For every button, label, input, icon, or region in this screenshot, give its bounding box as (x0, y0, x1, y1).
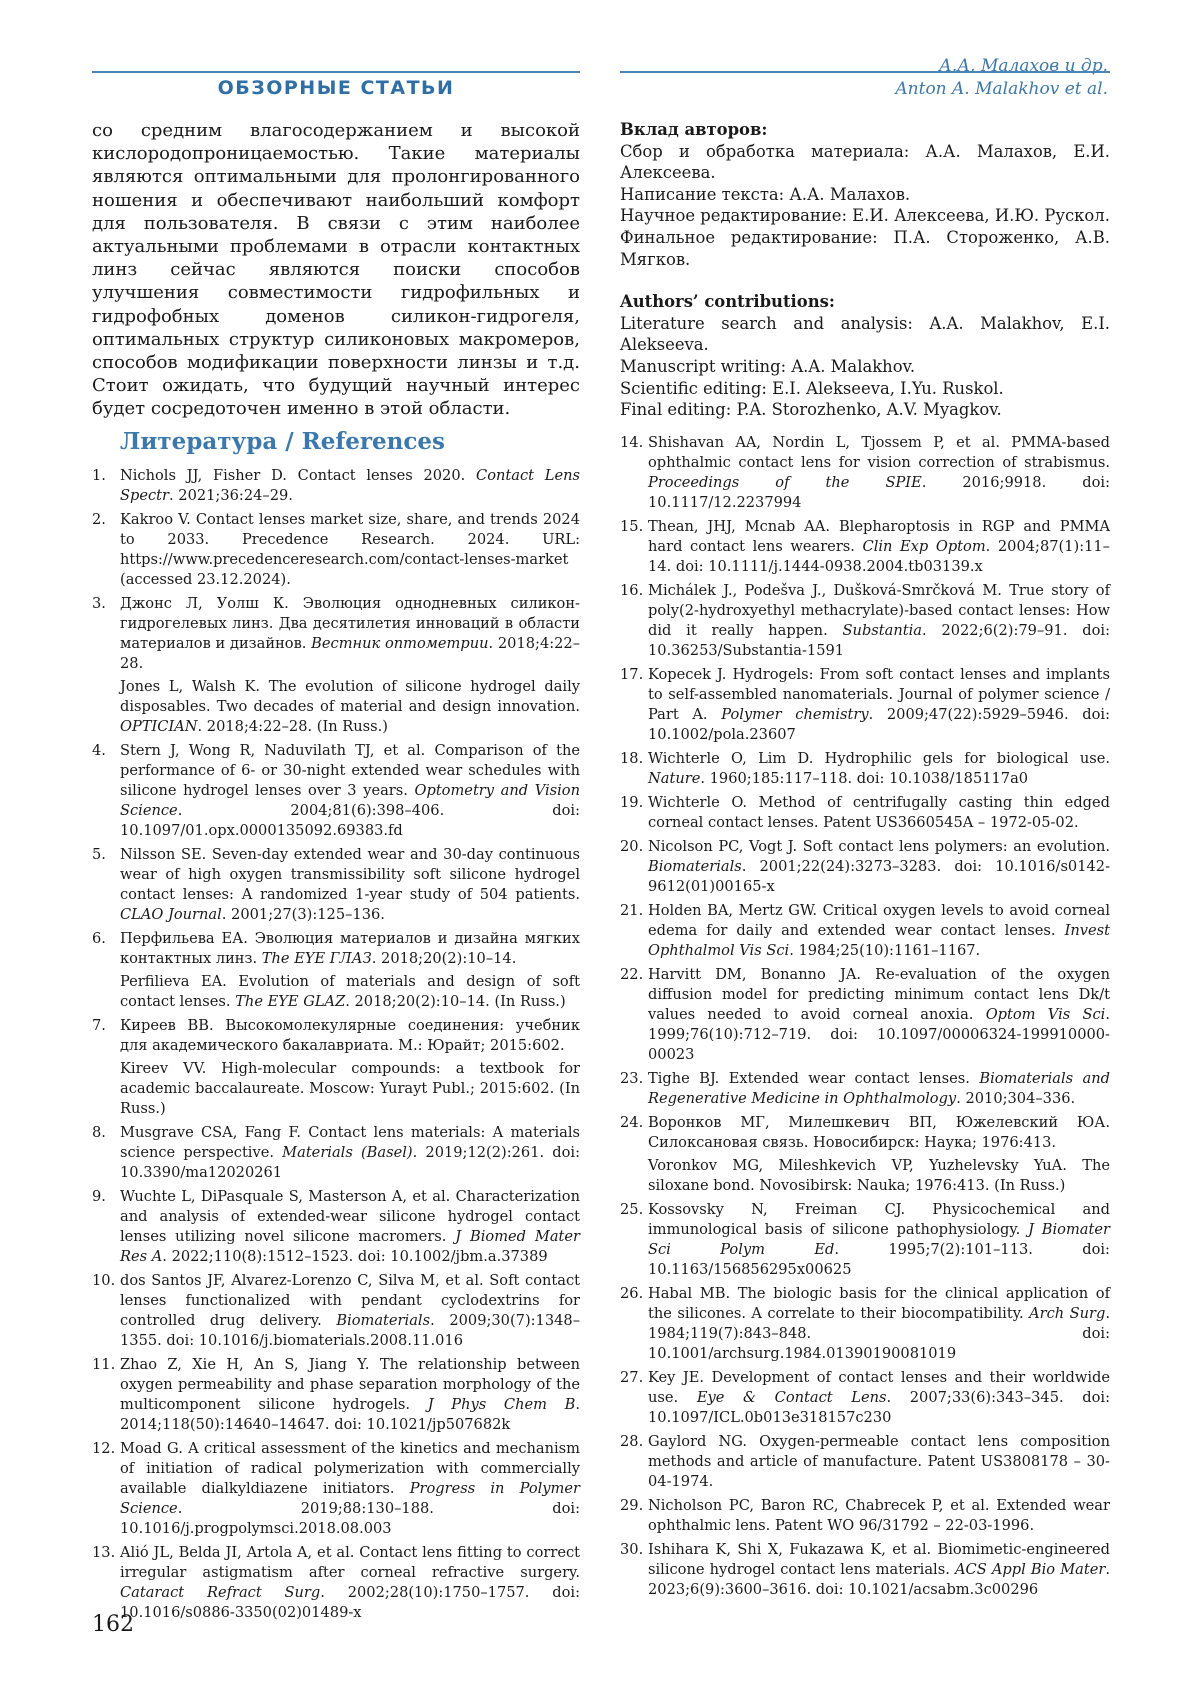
reference-text: Nichols JJ, Fisher D. Contact lenses 2020. (120, 467, 477, 484)
author-contributions (620, 119, 1110, 421)
reference-details: . 1960;185:117–118. doi: 10.1038/185117a0 (700, 770, 1029, 787)
contrib-ru-line: Финальное редактирование: П.А. Стороженко, А.В. Мягков. (620, 227, 1110, 269)
running-head-authors-en: Anton A. Malakhov et al. (895, 79, 1108, 99)
reference-text: Kossovsky N, Freiman CJ. Physicochemical and immunological basis of silicone pathophysiology. (648, 1201, 1110, 1238)
contrib-en-line: Scientific editing: E.I. Alekseeva, I.Yu. Ruskol. (620, 378, 1004, 398)
reference-item (92, 741, 580, 841)
reference-text: Moad G. A critical assessment of the kinetics and mechanism of initiation of radical polymerization with commercially available dialkyldiazene initiators. (120, 1440, 580, 1497)
reference-text: Wichterle O. Method of centrifugally casting thin edged corneal contact lenses. Patent US3660545A – 1972-05-02. (648, 794, 1110, 831)
reference-source: Substantia (842, 622, 922, 639)
reference-number: 8. (92, 1124, 106, 1141)
reference-source: Eye & Contact Lens (696, 1389, 887, 1406)
contrib-ru-line: Сбор и обработка материала: А.А. Малахов, Е.И. Алексеева. (620, 141, 1110, 183)
reference-number: 15. (620, 518, 644, 535)
reference-text: Musgrave CSA, Fang F. Contact lens materials: A materials science perspective. (120, 1124, 580, 1161)
reference-details: . 2022;110(8):1512–1523. doi: 10.1002/jbm.a.37389 (162, 1248, 548, 1265)
reference-text: Nilsson SE. Seven-day extended wear and 30-day continuous wear of high oxygen transmissibility soft silicone hydrogel contact lenses: A randomized 1-year study of 504 patients. (120, 846, 580, 903)
reference-source: Biomaterials (648, 858, 742, 875)
reference-text: Gaylord NG. Oxygen-permeable contact lens composition methods and article of manufacture. Patent US3808178 – 30-04-1974. (648, 1433, 1110, 1490)
reference-text: Kopecek J. Hydrogels: From soft contact lenses and implants to self-assembled nanomaterials. Journal of polymer science / Part A. (648, 666, 1110, 723)
contrib-en-line: Manuscript writing: A.A. Malakhov. (620, 356, 916, 376)
reference-number: 14. (620, 434, 644, 451)
reference-text: Holden BA, Mertz GW. Critical oxygen levels to avoid corneal edema for daily and extended wear contact lenses. (648, 902, 1110, 939)
reference-number: 21. (620, 902, 644, 919)
reference-item (92, 466, 580, 506)
reference-details: . 2018;20(2):10–14. (371, 950, 517, 967)
reference-details: . 2016;9918. doi: 10.1117/12.2237994 (648, 474, 1110, 511)
reference-text: Kakroo V. Contact lenses market size, share, and trends 2024 to 2033. Precedence Research. 2024. URL: https://www.precedenceresearch.com/contact-lenses-market (accessed 23.12.2024). (120, 511, 580, 588)
reference-source: Contact Lens Spectr (120, 467, 580, 504)
reference-details: . 2007;33(6):343–345. doi: 10.1097/ICL.0b013e318157c230 (648, 1389, 1110, 1426)
reference-item (92, 1439, 580, 1539)
reference-number: 13. (92, 1544, 116, 1561)
reference-number: 2. (92, 511, 106, 528)
reference-details: . 2009;47(22):5929–5946. doi: 10.1002/pola.23607 (648, 706, 1110, 743)
reference-translation-source: OPTICIAN (120, 718, 198, 735)
reference-number: 6. (92, 930, 106, 947)
contrib-en-line: Final editing: P.A. Storozhenko, A.V. Myagkov. (620, 400, 1002, 420)
reference-source: Biomaterials and Regenerative Medicine in Ophthalmology (648, 1070, 1110, 1107)
reference-text: Harvitt DM, Bonanno JA. Re-evaluation of the oxygen diffusion model for predicting minimum contact lens Dk/t values needed to avoid corneal anoxia. (648, 966, 1110, 1023)
reference-text: Джонс Л, Уолш К. Эволюция однодневных силикон-гидрогелевых линз. Два десятилетия инноваций в области материалов и дизайнов. (120, 595, 580, 652)
reference-item (92, 594, 580, 737)
reference-item (92, 510, 580, 590)
reference-source: Proceedings of the SPIE (648, 474, 922, 491)
reference-item (620, 1200, 1110, 1280)
references-heading: Литература / References (120, 428, 445, 455)
reference-item (620, 1069, 1110, 1109)
reference-item (92, 1123, 580, 1183)
page-number: 162 (92, 1612, 134, 1637)
references-list-left (92, 466, 580, 1627)
reference-source: Cataract Refract Surg (120, 1584, 321, 1601)
reference-number: 19. (620, 794, 644, 811)
reference-details: . 2001;22(24):3273–3283. doi: 10.1016/s0142-9612(01)00165-x (648, 858, 1110, 895)
reference-details: . 2021;36:24–29. (169, 487, 293, 504)
reference-text: Воронков МГ, Милешкевич ВП, Южелевский ЮА. Силоксановая связь. Новосибирск: Наука; 1976:413. (648, 1114, 1110, 1151)
reference-text: Nicolson PC, Vogt J. Soft contact lens polymers: an evolution. (648, 838, 1110, 855)
reference-details: . 2019;12(2):261. doi: 10.3390/ma12020261 (120, 1144, 580, 1181)
reference-details: . 1995;7(2):101–113. doi: 10.1163/156856295x00625 (648, 1241, 1110, 1278)
reference-translation (648, 1156, 1110, 1196)
reference-text: Key JE. Development of contact lenses and their worldwide use. (648, 1369, 1110, 1406)
reference-item (620, 965, 1110, 1065)
reference-number: 20. (620, 838, 644, 855)
reference-item (92, 845, 580, 925)
contrib-ru-title: Вклад авторов: (620, 120, 768, 139)
reference-source: Progress in Polymer Science (120, 1480, 580, 1517)
reference-text: Wichterle O, Lim D. Hydrophilic gels for biological use. (648, 750, 1110, 767)
reference-translation-text: Perfilieva EA. Evolution of materials and design of soft contact lenses. (120, 973, 580, 1010)
reference-number: 16. (620, 582, 644, 599)
reference-source: Nature (648, 770, 701, 787)
reference-translation (120, 972, 580, 1012)
reference-details: . 2009;30(7):1348–1355. doi: 10.1016/j.biomaterials.2008.11.016 (120, 1312, 580, 1349)
reference-item (92, 929, 580, 1012)
reference-text: Ishihara K, Shi X, Fukazawa K, et al. Biomimetic-engineered silicone hydrogel contact lens materials. (648, 1541, 1110, 1578)
running-head-authors-ru: А.А. Малахов и др. (939, 56, 1108, 76)
reference-source: Clin Exp Optom (862, 538, 986, 555)
reference-item (620, 901, 1110, 961)
reference-details: . 1999;76(10):712–719. doi: 10.1097/00006324-199910000-00023 (648, 1006, 1110, 1063)
reference-translation-details: . 2018;20(2):10–14. (In Russ.) (345, 993, 566, 1010)
section-label: ОБЗОРНЫЕ СТАТЬИ (217, 77, 455, 99)
reference-source: Biomaterials (336, 1312, 431, 1329)
running-head-authors (895, 55, 1108, 101)
reference-details: . 2004;81(6):398–406. doi: 10.1097/01.opx.0000135092.69383.fd (120, 802, 580, 839)
reference-text: dos Santos JF, Alvarez-Lorenzo C, Silva M, et al. Soft contact lenses functionalized with pendant cyclodextrins for controlled drug delivery. (120, 1272, 580, 1329)
reference-translation-text: Kireev VV. High-molecular compounds: a textbook for academic baccalaureate. Moscow: Yurayt Publ.; 2015:602. (In Russ.) (120, 1060, 580, 1117)
reference-item (620, 665, 1110, 745)
reference-number: 30. (620, 1541, 644, 1558)
contrib-en-title: Authors’ contributions: (620, 292, 835, 312)
reference-details: . 2004;87(1):11–14. doi: 10.1111/j.1444-0938.2004.tb03139.x (648, 538, 1110, 575)
contrib-ru-line: Научное редактирование: Е.И. Алексеева, И.Ю. Рускол. (620, 206, 1110, 226)
reference-source: J Biomed Mater Res A (120, 1228, 580, 1265)
reference-number: 27. (620, 1369, 644, 1386)
reference-source: Вестник оптометрии (311, 635, 489, 652)
reference-number: 29. (620, 1497, 644, 1514)
reference-item (620, 793, 1110, 833)
reference-item (620, 1368, 1110, 1428)
reference-source: Optometry and Vision Science (120, 782, 580, 819)
reference-translation-text: Voronkov MG, Mileshkevich VP, Yuzhelevsky YuA. The siloxane bond. Novosibirsk: Nauka; 1976:413. (In Russ.) (648, 1157, 1110, 1194)
reference-source: ACS Appl Bio Mater (955, 1561, 1106, 1578)
reference-text: Stern J, Wong R, Naduvilath TJ, et al. Comparison of the performance of 6- or 30-night extended wear schedules with silicone hydrogel lenses over 3 years. (120, 742, 580, 799)
reference-details: . 2014;118(50):14640–14647. doi: 10.1021/jp507682k (120, 1396, 580, 1433)
reference-item (620, 517, 1110, 577)
reference-details: . 1984;119(7):843–848. doi: 10.1001/archsurg.1984.01390190081019 (648, 1305, 1110, 1362)
reference-source: Materials (Basel) (282, 1144, 413, 1161)
reference-number: 4. (92, 742, 106, 759)
reference-details: . 2023;6(9):3600–3616. doi: 10.1021/acsabm.3c00296 (648, 1561, 1110, 1598)
reference-translation (120, 677, 580, 737)
reference-item (620, 837, 1110, 897)
reference-number: 23. (620, 1070, 644, 1087)
reference-item (620, 1496, 1110, 1536)
reference-source: The EYE ГЛАЗ (261, 950, 372, 967)
reference-text: Zhao Z, Xie H, An S, Jiang Y. The relationship between oxygen permeability and phase separation morphology of the multicomponent silicone hydrogels. (120, 1356, 580, 1413)
reference-translation (120, 1059, 580, 1119)
reference-number: 12. (92, 1440, 116, 1457)
reference-text: Shishavan AA, Nordin L, Tjossem P, et al. PMMA-based ophthalmic contact lens for vision correction of strabismus. (648, 434, 1110, 471)
reference-item (620, 1284, 1110, 1364)
reference-item (620, 1432, 1110, 1492)
reference-details: . 2002;28(10):1750–1757. doi: 10.1016/s0886-3350(02)01489-x (120, 1584, 580, 1621)
reference-source: J Phys Chem B (427, 1396, 576, 1413)
reference-number: 25. (620, 1201, 644, 1218)
reference-source: Invest Ophthalmol Vis Sci (648, 922, 1110, 959)
reference-text: Tighe BJ. Extended wear contact lenses. (648, 1070, 980, 1087)
reference-number: 7. (92, 1017, 106, 1034)
reference-source: CLAO Journal (120, 906, 222, 923)
reference-text: Alió JL, Belda JI, Artola A, et al. Contact lens fitting to correct irregular astigmatism after corneal refractive surgery. (120, 1544, 580, 1581)
reference-translation-details: . 2018;4:22–28. (In Russ.) (197, 718, 388, 735)
references-list-right (620, 433, 1110, 1604)
reference-item (92, 1187, 580, 1267)
reference-source: Optom Vis Sci (985, 1006, 1106, 1023)
reference-text: Thean, JHJ, Mcnab AA. Blepharoptosis in RGP and PMMA hard contact lens wearers. (648, 518, 1110, 555)
reference-item (620, 1113, 1110, 1196)
reference-translation-source: The EYE GLAZ (235, 993, 346, 1010)
reference-item (620, 1540, 1110, 1600)
reference-text: Wuchte L, DiPasquale S, Masterson A, et al. Characterization and analysis of extended-wear silicone hydrogel contact lenses utilizing novel silicone macromers. (120, 1188, 580, 1245)
reference-number: 1. (92, 467, 106, 484)
reference-source: Polymer chemistry (721, 706, 869, 723)
reference-number: 10. (92, 1272, 116, 1289)
reference-number: 28. (620, 1433, 644, 1450)
reference-number: 9. (92, 1188, 106, 1205)
reference-item (620, 581, 1110, 661)
reference-text: Перфильева ЕА. Эволюция материалов и дизайна мягких контактных линз. (120, 930, 580, 967)
reference-translation-text: Jones L, Walsh K. The evolution of silicone hydrogel daily disposables. Two decades of material and design innovation. (120, 678, 580, 715)
reference-number: 26. (620, 1285, 644, 1302)
reference-number: 17. (620, 666, 644, 683)
reference-item (92, 1543, 580, 1623)
reference-number: 24. (620, 1114, 644, 1131)
body-paragraph: со средним влагосодержанием и высокой кислородопроницаемостью. Такие материалы являются оптимальными для пролонгированного ношения и обеспечивают наибольший комфорт для пользователя. В связи с этим наиболее актуальными проблемами в отрасли контактных линз сейчас являются поиски способов улучшения совместимости гидрофильных и гидрофобных доменов силикон-гидрогеля, оптимальных структур силиконовых макромеров, способов модификации поверхности линзы и т.д. Стоит ожидать, что будущий научный интерес будет сосредоточен именно в этой области. (92, 120, 580, 420)
contrib-ru-line: Написание текста: А.А. Малахов. (620, 184, 911, 204)
reference-number: 18. (620, 750, 644, 767)
contrib-spacer (620, 270, 1110, 291)
reference-details: . 2019;88:130–188. doi: 10.1016/j.progpolymsci.2018.08.003 (120, 1500, 580, 1537)
reference-text: Nicholson PC, Baron RC, Chabrecek P, et al. Extended wear ophthalmic lens. Patent WO 96/31792 – 22-03-1996. (648, 1497, 1110, 1534)
reference-number: 3. (92, 595, 106, 612)
reference-item (92, 1355, 580, 1435)
contrib-en-line: Literature search and analysis: A.A. Malakhov, E.I. Alekseeva. (620, 313, 1110, 355)
reference-details: . 2022;6(2):79–91. doi: 10.36253/Substantia-1591 (648, 622, 1110, 659)
header-rule-left (92, 71, 580, 73)
reference-details: . 2001;27(3):125–136. (221, 906, 385, 923)
reference-details: . 2018;4:22–28. (120, 635, 581, 672)
reference-details: . 1984;25(10):1161–1167. (789, 942, 981, 959)
reference-text: Киреев ВВ. Высокомолекулярные соединения: учебник для академического бакалавриата. М.: Юрайт; 2015:602. (120, 1017, 580, 1054)
reference-number: 5. (92, 846, 106, 863)
reference-item (92, 1016, 580, 1119)
reference-number: 11. (92, 1356, 116, 1373)
reference-text: Michálek J., Podešva J., Dušková-Smrčková M. True story of poly(2-hydroxyethyl methacrylate)-based contact lenses: How did it really happen. (648, 582, 1110, 639)
reference-text: Habal MB. The biologic basis for the clinical application of the silicones. A correlate to their biocompatibility. (648, 1285, 1110, 1322)
reference-item (92, 1271, 580, 1351)
reference-number: 22. (620, 966, 644, 983)
reference-details: . 2010;304–336. (956, 1090, 1076, 1107)
reference-source: Arch Surg (1029, 1305, 1106, 1322)
reference-source: J Biomater Sci Polym Ed (648, 1221, 1110, 1258)
reference-item (620, 433, 1110, 513)
reference-item (620, 749, 1110, 789)
